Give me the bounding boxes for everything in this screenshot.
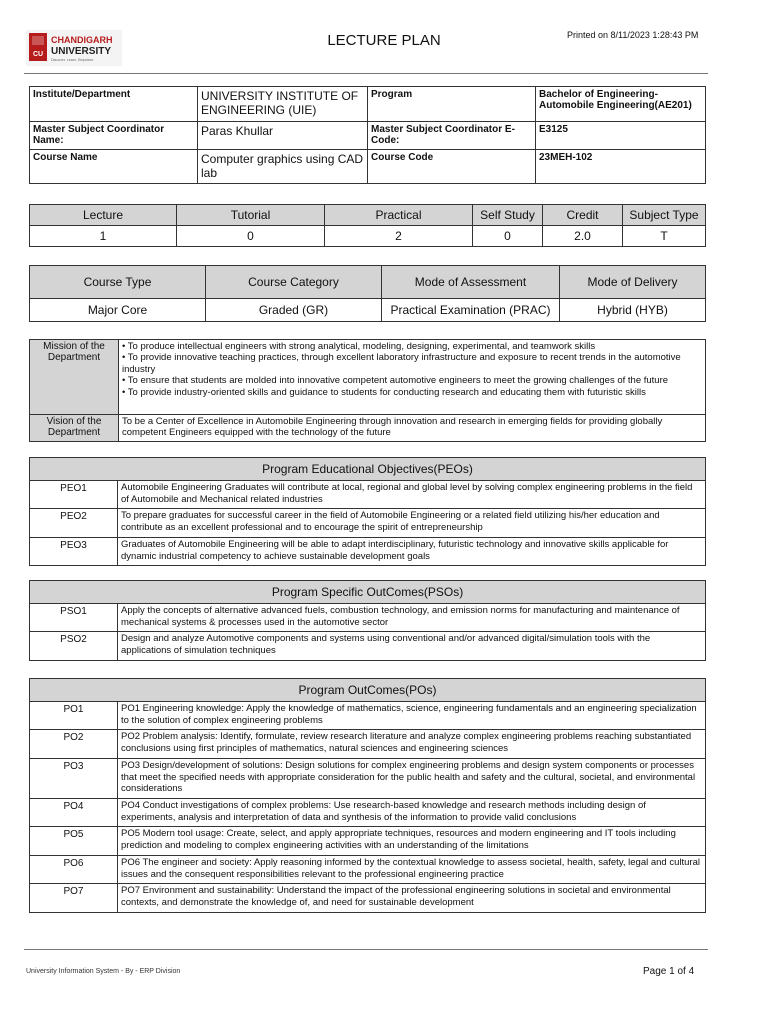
po-code: PO3 [30, 759, 118, 799]
po-text: PO7 Environment and sustainability: Understand the impact of the professional engineering solutions in societal and environmental contexts, and demonstrate the knowledge of, and need for sustainable development [118, 884, 706, 913]
credits-table [29, 204, 706, 247]
program-label: Program [368, 87, 536, 122]
pso-table [29, 580, 706, 661]
credit-value: 2.0 [543, 226, 623, 247]
institute-label: Institute/Department [30, 87, 198, 122]
po-text: PO6 The engineer and society: Apply reasoning informed by the contextual knowledge to assess societal, health, safety, legal and cultural issues and the consequent responsibilities relevant to the professional engineering practice [118, 856, 706, 884]
footer-divider [24, 949, 708, 950]
po-code: PO5 [30, 827, 118, 856]
pso-text: Design and analyze Automotive components and systems using conventional and/or advanced digital/simulation tools with the applications of simulation techniques [118, 632, 706, 661]
coordinator-label: Master Subject Coordinator Name: [30, 122, 198, 150]
peo-code: PEO2 [30, 509, 118, 538]
lecture-header: Lecture [30, 205, 177, 226]
lecture-value: 1 [30, 226, 177, 247]
pso-code: PSO1 [30, 604, 118, 632]
program-value: Bachelor of Engineering-Automobile Engineering(AE201) [536, 87, 706, 122]
course-code-label: Course Code [368, 150, 536, 184]
course-type-table [29, 265, 706, 322]
mission-item: • To provide innovative teaching practices, through excellent laboratory infrastructure and exposure to recent trends in the automotive industry [122, 352, 681, 375]
coordinator-value: Paras Khullar [198, 122, 368, 150]
po-table [29, 678, 706, 913]
assessment-mode-value: Practical Examination (PRAC) [382, 299, 560, 322]
pso-text: Apply the concepts of alternative advanced fuels, combustion technology, and emission norms for manufacturing and maintenance of mechanical systems & processes used in the automotive sector [118, 604, 706, 632]
delivery-mode-value: Hybrid (HYB) [560, 299, 706, 322]
peo-title: Program Educational Objectives(PEOs) [30, 458, 706, 481]
header-divider [24, 73, 708, 74]
mission-item: • To ensure that students are molded into innovative competent automotive engineers to meet the growing challenges of the future [122, 375, 669, 387]
course-type-header: Course Type [30, 266, 206, 299]
po-text: PO3 Design/development of solutions: Design solutions for complex engineering problems and design system components or processes that meet the specified needs with appropriate consideration for the public health and safety and the cultural, societal, and environmental considerations [118, 759, 706, 799]
peo-code: PEO1 [30, 481, 118, 509]
po-text: PO4 Conduct investigations of complex problems: Use research-based knowledge and research methods including design of experiments, analysis and interpretation of data and synthesis of the information to provide valid conclusions [118, 799, 706, 827]
svg-text:CHANDIGARH: CHANDIGARH [51, 35, 113, 45]
mission-item: • To provide industry-oriented skills and guidance to students for conducting research and educating them with futuristic skills [122, 386, 646, 398]
self-study-value: 0 [473, 226, 543, 247]
printed-timestamp: Printed on 8/11/2023 1:28:43 PM [567, 30, 699, 40]
assessment-mode-header: Mode of Assessment [382, 266, 560, 299]
tutorial-value: 0 [177, 226, 325, 247]
subject-type-header: Subject Type [623, 205, 706, 226]
self-study-header: Self Study [473, 205, 543, 226]
mission-item: • To produce intellectual engineers with strong analytical, modeling, designing, experimental, and teamwork skills [122, 341, 596, 352]
po-text: PO2 Problem analysis: Identify, formulate, review research literature and analyze complex engineering problems reaching substantiated conclusions using first principles of mathematics, natural sciences and engineering sciences [118, 730, 706, 759]
practical-header: Practical [325, 205, 473, 226]
course-code-value: 23MEH-102 [536, 150, 706, 184]
course-category-value: Graded (GR) [206, 299, 382, 322]
page-number: Page 1 of 4 [643, 966, 695, 977]
pso-title: Program Specific OutComes(PSOs) [30, 581, 706, 604]
course-name-label: Course Name [30, 150, 198, 184]
delivery-mode-header: Mode of Delivery [560, 266, 706, 299]
po-code: PO6 [30, 856, 118, 884]
ecode-value: E3125 [536, 122, 706, 150]
footer-system-label: University Information System - By - ERP Division [26, 968, 181, 975]
peo-code: PEO3 [30, 538, 118, 566]
po-code: PO1 [30, 702, 118, 730]
svg-text:UNIVERSITY: UNIVERSITY [51, 46, 112, 57]
po-title: Program OutComes(POs) [30, 679, 706, 702]
subject-type-value: T [623, 226, 706, 247]
peo-table [29, 457, 706, 566]
vision-text: To be a Center of Excellence in Automobile Engineering through innovation and research in emerging fields for providing globally competent Engineers equipped with the technology of the future [119, 415, 706, 442]
pso-code: PSO2 [30, 632, 118, 661]
po-code: PO4 [30, 799, 118, 827]
po-text: PO5 Modern tool usage: Create, select, and apply appropriate techniques, resources and modern engineering and IT tools including prediction and modeling to complex engineering activities with an understanding of the limitations [118, 827, 706, 856]
page-title: LECTURE PLAN [327, 32, 441, 49]
peo-text: Graduates of Automobile Engineering will be able to adapt interdisciplinary, futuristic technology and innovative skills applicable for dynamic industrial competency to achieve sustainable development goals [118, 538, 706, 566]
mission-vision-table [29, 339, 706, 442]
po-text: PO1 Engineering knowledge: Apply the knowledge of mathematics, science, engineering fundamentals and an engineering specialization to the solution of complex engineering problems [118, 702, 706, 730]
course-category-header: Course Category [206, 266, 382, 299]
vision-label: Vision of the Department [30, 415, 119, 442]
course-info-table [29, 86, 706, 184]
tutorial-header: Tutorial [177, 205, 325, 226]
svg-text:CU: CU [32, 51, 44, 58]
practical-value: 2 [325, 226, 473, 247]
credit-header: Credit [543, 205, 623, 226]
mission-text [119, 340, 706, 415]
institute-value: UNIVERSITY INSTITUTE OF ENGINEERING (UIE) [198, 87, 368, 122]
svg-text:Discover. Learn. Empower.: Discover. Learn. Empower. [51, 58, 94, 62]
course-name-value: Computer graphics using CAD lab [198, 150, 368, 184]
po-code: PO7 [30, 884, 118, 913]
course-type-value: Major Core [30, 299, 206, 322]
po-code: PO2 [30, 730, 118, 759]
ecode-label: Master Subject Coordinator E-Code: [368, 122, 536, 150]
mission-label: Mission of the Department [30, 340, 119, 415]
peo-text: To prepare graduates for successful career in the field of Automobile Engineering or a related field utilizing his/her education and contribute as an excellent professional and to encourage the spirit of entrepreneurship [118, 509, 706, 538]
peo-text: Automobile Engineering Graduates will contribute at local, regional and global level by solving complex engineering problems in the field of Automobile and Mechanical related industries [118, 481, 706, 509]
